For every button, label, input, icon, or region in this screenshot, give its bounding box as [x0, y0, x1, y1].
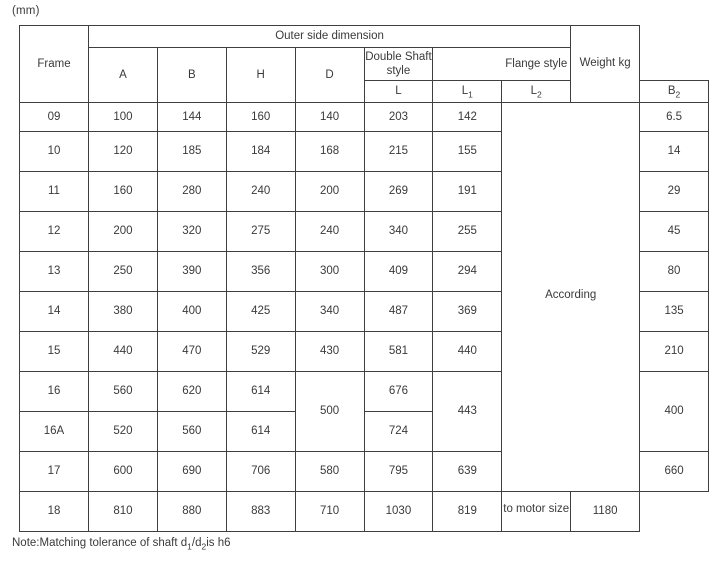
- column-header-h: H: [226, 48, 295, 103]
- cell-frame: 10: [20, 132, 89, 172]
- footnote-prefix: Note:Matching tolerance of shaft d: [12, 537, 188, 549]
- column-header-l: L: [364, 81, 433, 103]
- footnote-mid: /d: [191, 537, 202, 549]
- cell-frame: 17: [20, 452, 89, 492]
- table-body: [20, 103, 709, 532]
- cell-a: 250: [89, 252, 158, 292]
- footnote-subscript-1: 1: [187, 541, 192, 552]
- cell-l: 340: [364, 212, 433, 252]
- cell-d: 430: [295, 332, 364, 372]
- cell-a: 380: [89, 292, 158, 332]
- cell-l1: 819: [433, 492, 502, 532]
- cell-h: 614: [226, 412, 295, 452]
- column-header-weight: [571, 26, 640, 103]
- column-header-a: A: [89, 48, 158, 103]
- table-row: [20, 492, 709, 532]
- cell-d: 200: [295, 172, 364, 212]
- cell-weight-merged: 400: [640, 372, 709, 452]
- cell-b: 470: [157, 332, 226, 372]
- cell-a: 810: [89, 492, 158, 532]
- cell-weight: 210: [640, 332, 709, 372]
- cell-a: 100: [89, 103, 158, 132]
- cell-l: 215: [364, 132, 433, 172]
- cell-frame: 18: [20, 492, 89, 532]
- cell-l1: 255: [433, 212, 502, 252]
- cell-h: 240: [226, 172, 295, 212]
- cell-l1: 294: [433, 252, 502, 292]
- cell-h: 356: [226, 252, 295, 292]
- motor-size-note-line1: According: [545, 288, 597, 301]
- cell-b: 620: [157, 372, 226, 412]
- cell-l1: 440: [433, 332, 502, 372]
- cell-h: 184: [226, 132, 295, 172]
- header-row-1: [20, 26, 709, 48]
- cell-a: 600: [89, 452, 158, 492]
- footnote-suffix: is h6: [206, 537, 231, 549]
- cell-l1-merged: 443: [433, 372, 502, 452]
- cell-l: 676: [364, 372, 433, 412]
- l1-base: L: [461, 85, 469, 98]
- footnote: [12, 537, 231, 552]
- cell-a: 200: [89, 212, 158, 252]
- cell-weight: 29: [640, 172, 709, 212]
- cell-b: 280: [157, 172, 226, 212]
- cell-frame: 09: [20, 103, 89, 132]
- table-row: [20, 103, 709, 132]
- cell-h: 425: [226, 292, 295, 332]
- cell-frame: 12: [20, 212, 89, 252]
- cell-frame: 15: [20, 332, 89, 372]
- l2-base: L: [530, 85, 538, 98]
- cell-h: 614: [226, 372, 295, 412]
- cell-d-merged: 500: [295, 372, 364, 452]
- column-header-b: B: [157, 48, 226, 103]
- cell-b: 400: [157, 292, 226, 332]
- cell-flange-motor-size: [502, 492, 571, 532]
- cell-l1: 191: [433, 172, 502, 212]
- cell-a: 520: [89, 412, 158, 452]
- cell-flange-l2-b2-merged: [502, 103, 640, 492]
- cell-a: 440: [89, 332, 158, 372]
- cell-l: 581: [364, 332, 433, 372]
- cell-weight: 80: [640, 252, 709, 292]
- motor-size-note-line2: to motor size: [503, 503, 570, 516]
- b2-base: B: [667, 85, 676, 98]
- cell-l: 795: [364, 452, 433, 492]
- cell-b: 690: [157, 452, 226, 492]
- cell-h: 529: [226, 332, 295, 372]
- column-header-l2: [502, 81, 571, 103]
- cell-l: 203: [364, 103, 433, 132]
- cell-b: 320: [157, 212, 226, 252]
- cell-d: 340: [295, 292, 364, 332]
- cell-l: 1030: [364, 492, 433, 532]
- cell-h: 275: [226, 212, 295, 252]
- cell-h: 160: [226, 103, 295, 132]
- cell-frame: 14: [20, 292, 89, 332]
- cell-a: 160: [89, 172, 158, 212]
- column-header-double-shaft-style: Double Shaft style: [364, 48, 433, 81]
- cell-b: 880: [157, 492, 226, 532]
- cell-l1: 639: [433, 452, 502, 492]
- cell-weight: 660: [640, 452, 709, 492]
- cell-l: 409: [364, 252, 433, 292]
- table-header: [20, 26, 709, 103]
- footnote-subscript-2: 2: [201, 541, 207, 552]
- column-header-outer-side-dimension: Outer side dimension: [89, 26, 571, 48]
- cell-weight: 14: [640, 132, 709, 172]
- cell-weight: 1180: [571, 492, 640, 532]
- column-header-l1: [433, 81, 502, 103]
- weight-header-line2: kg: [618, 57, 631, 70]
- b2-subscript: 2: [675, 89, 681, 100]
- cell-frame: 11: [20, 172, 89, 212]
- cell-d: 710: [295, 492, 364, 532]
- weight-header-line1: Weight: [579, 57, 616, 70]
- l1-subscript: 1: [468, 89, 473, 100]
- frame-dimensions-table: [19, 25, 709, 532]
- cell-l1: 369: [433, 292, 502, 332]
- cell-l: 269: [364, 172, 433, 212]
- cell-weight: 135: [640, 292, 709, 332]
- unit-label: (mm): [12, 5, 40, 17]
- cell-a: 560: [89, 372, 158, 412]
- cell-d: 580: [295, 452, 364, 492]
- cell-frame: 13: [20, 252, 89, 292]
- cell-b: 185: [157, 132, 226, 172]
- column-header-frame: Frame: [20, 26, 89, 103]
- cell-weight: 6.5: [640, 103, 709, 132]
- cell-weight: 45: [640, 212, 709, 252]
- column-header-flange-style: Flange style: [433, 48, 640, 81]
- cell-d: 168: [295, 132, 364, 172]
- cell-frame: 16: [20, 372, 89, 412]
- column-header-b2: [640, 81, 709, 103]
- cell-b: 144: [157, 103, 226, 132]
- column-header-d: D: [295, 48, 364, 103]
- cell-d: 300: [295, 252, 364, 292]
- cell-a: 120: [89, 132, 158, 172]
- cell-l1: 142: [433, 103, 502, 132]
- cell-l: 724: [364, 412, 433, 452]
- cell-b: 560: [157, 412, 226, 452]
- l2-subscript: 2: [537, 89, 542, 100]
- cell-h: 883: [226, 492, 295, 532]
- cell-l1: 155: [433, 132, 502, 172]
- cell-frame: 16A: [20, 412, 89, 452]
- cell-h: 706: [226, 452, 295, 492]
- cell-b: 390: [157, 252, 226, 292]
- cell-l: 487: [364, 292, 433, 332]
- cell-d: 140: [295, 103, 364, 132]
- cell-d: 240: [295, 212, 364, 252]
